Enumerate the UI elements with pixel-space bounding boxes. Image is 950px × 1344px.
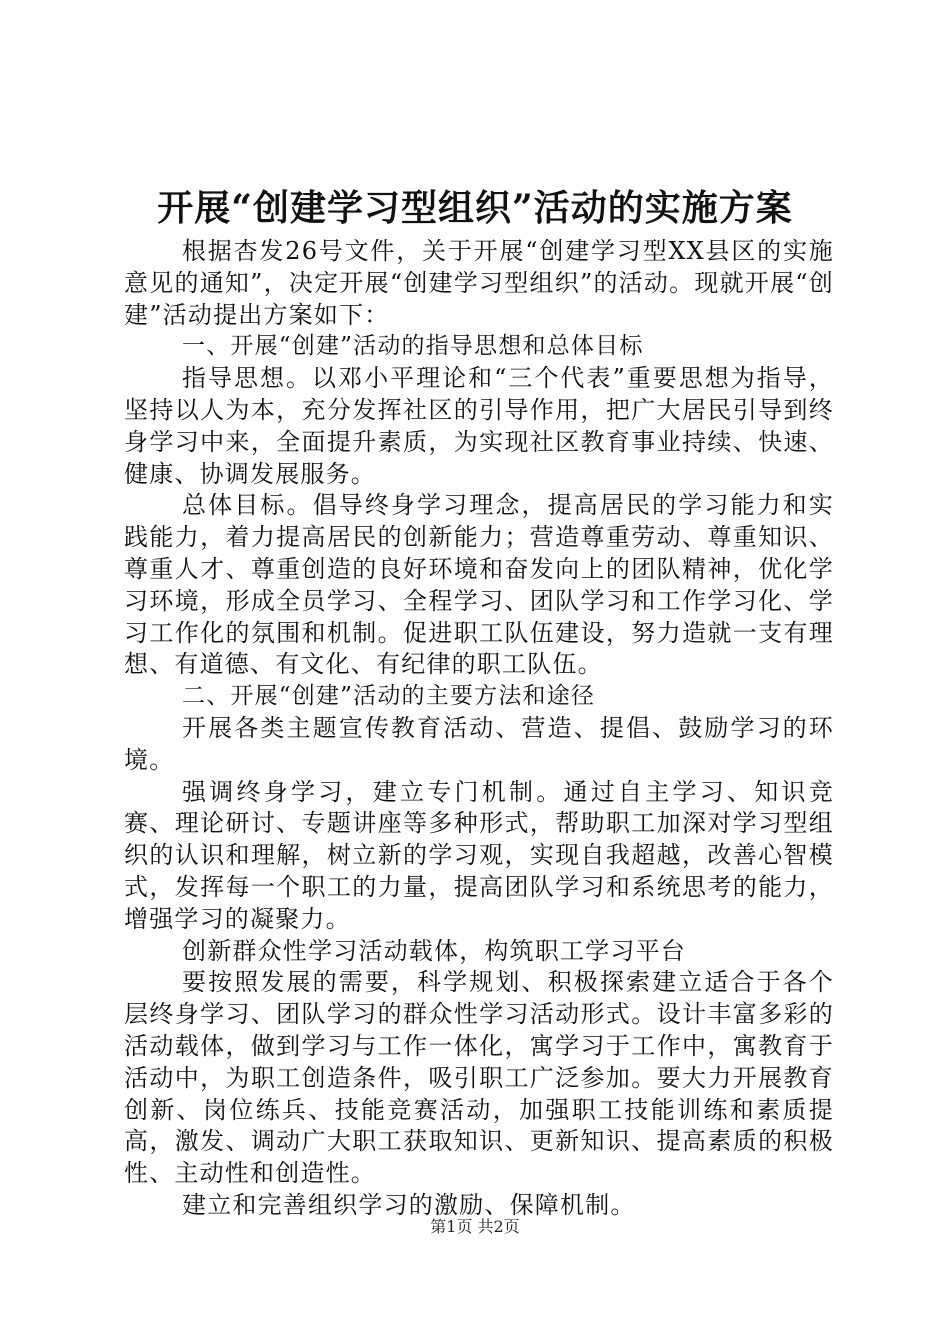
paragraph-overall-goal: 总体目标。倡导终身学习理念，提高居民的学习能力和实践能力，着力提高居民的创新能力；营造尊重劳动、尊重知识、尊重人才、尊重创造的良好环境和奋发向上的团队精神，优化学习环境，形成全员学习、全程学习、团队学习和工作学习化、学习工作化的氛围和机制。促进职工队伍建设，努力造就一支有理想、有道德、有文化、有纪律的职工队伍。 xyxy=(124,491,834,679)
paragraph-method-3: 要按照发展的需要，科学规划、积极探索建立适合于各个层终身学习、团队学习的群众性学习活动形式。设计丰富多彩的活动载体，做到学习与工作一体化，寓学习于工作中，寓教育于活动中，为职工创造条件，吸引职工广泛参加。要大力开展教育创新、岗位练兵、技能竞赛活动，加强职工技能训练和素质提高，激发、调动广大职工获取知识、更新知识、提高素质的积极性、主动性和创造性。 xyxy=(124,968,834,1188)
section-heading-2: 二、开展“创建”活动的主要方法和途径 xyxy=(182,683,596,710)
paragraph-method-2: 强调终身学习，建立专门机制。通过自主学习、知识竞赛、理论研讨、专题讲座等多种形式，帮助职工加深对学习型组织的认识和理解，树立新的学习观，实现自我超越，改善心智模式，发挥每一个职工的力量，提高团队学习和系统思考的能力，增强学习的凝聚力。 xyxy=(124,777,834,933)
section-heading-1: 一、开展“创建”活动的指导思想和总体目标 xyxy=(182,333,644,360)
paragraph-mechanism: 建立和完善组织学习的激励、保障机制。 xyxy=(182,1190,636,1219)
paragraph-subheading-platform: 创新群众性学习活动载体，构筑职工学习平台 xyxy=(182,936,686,965)
paragraph-intro: 根据杏发26号文件，关于开展“创建学习型XX县区的实施意见的通知”，决定开展“创建学习型组织”的活动。现就开展“创建”活动提出方案如下： xyxy=(124,237,834,329)
document-title: 开展“创建学习型组织”活动的实施方案 xyxy=(157,187,793,229)
document-body xyxy=(124,236,834,1222)
page-footer: 第1页 共2页 xyxy=(430,1217,520,1236)
paragraph-method-1: 开展各类主题宣传教育活动、营造、提倡、鼓励学习的环境。 xyxy=(124,713,834,774)
paragraph-guiding-thought: 指导思想。以邓小平理论和“三个代表”重要思想为指导，坚持以人为本，充分发挥社区的引导作用，把广大居民引导到终身学习中来，全面提升素质，为实现社区教育事业持续、快速、健康、协调发展服务。 xyxy=(124,364,834,488)
